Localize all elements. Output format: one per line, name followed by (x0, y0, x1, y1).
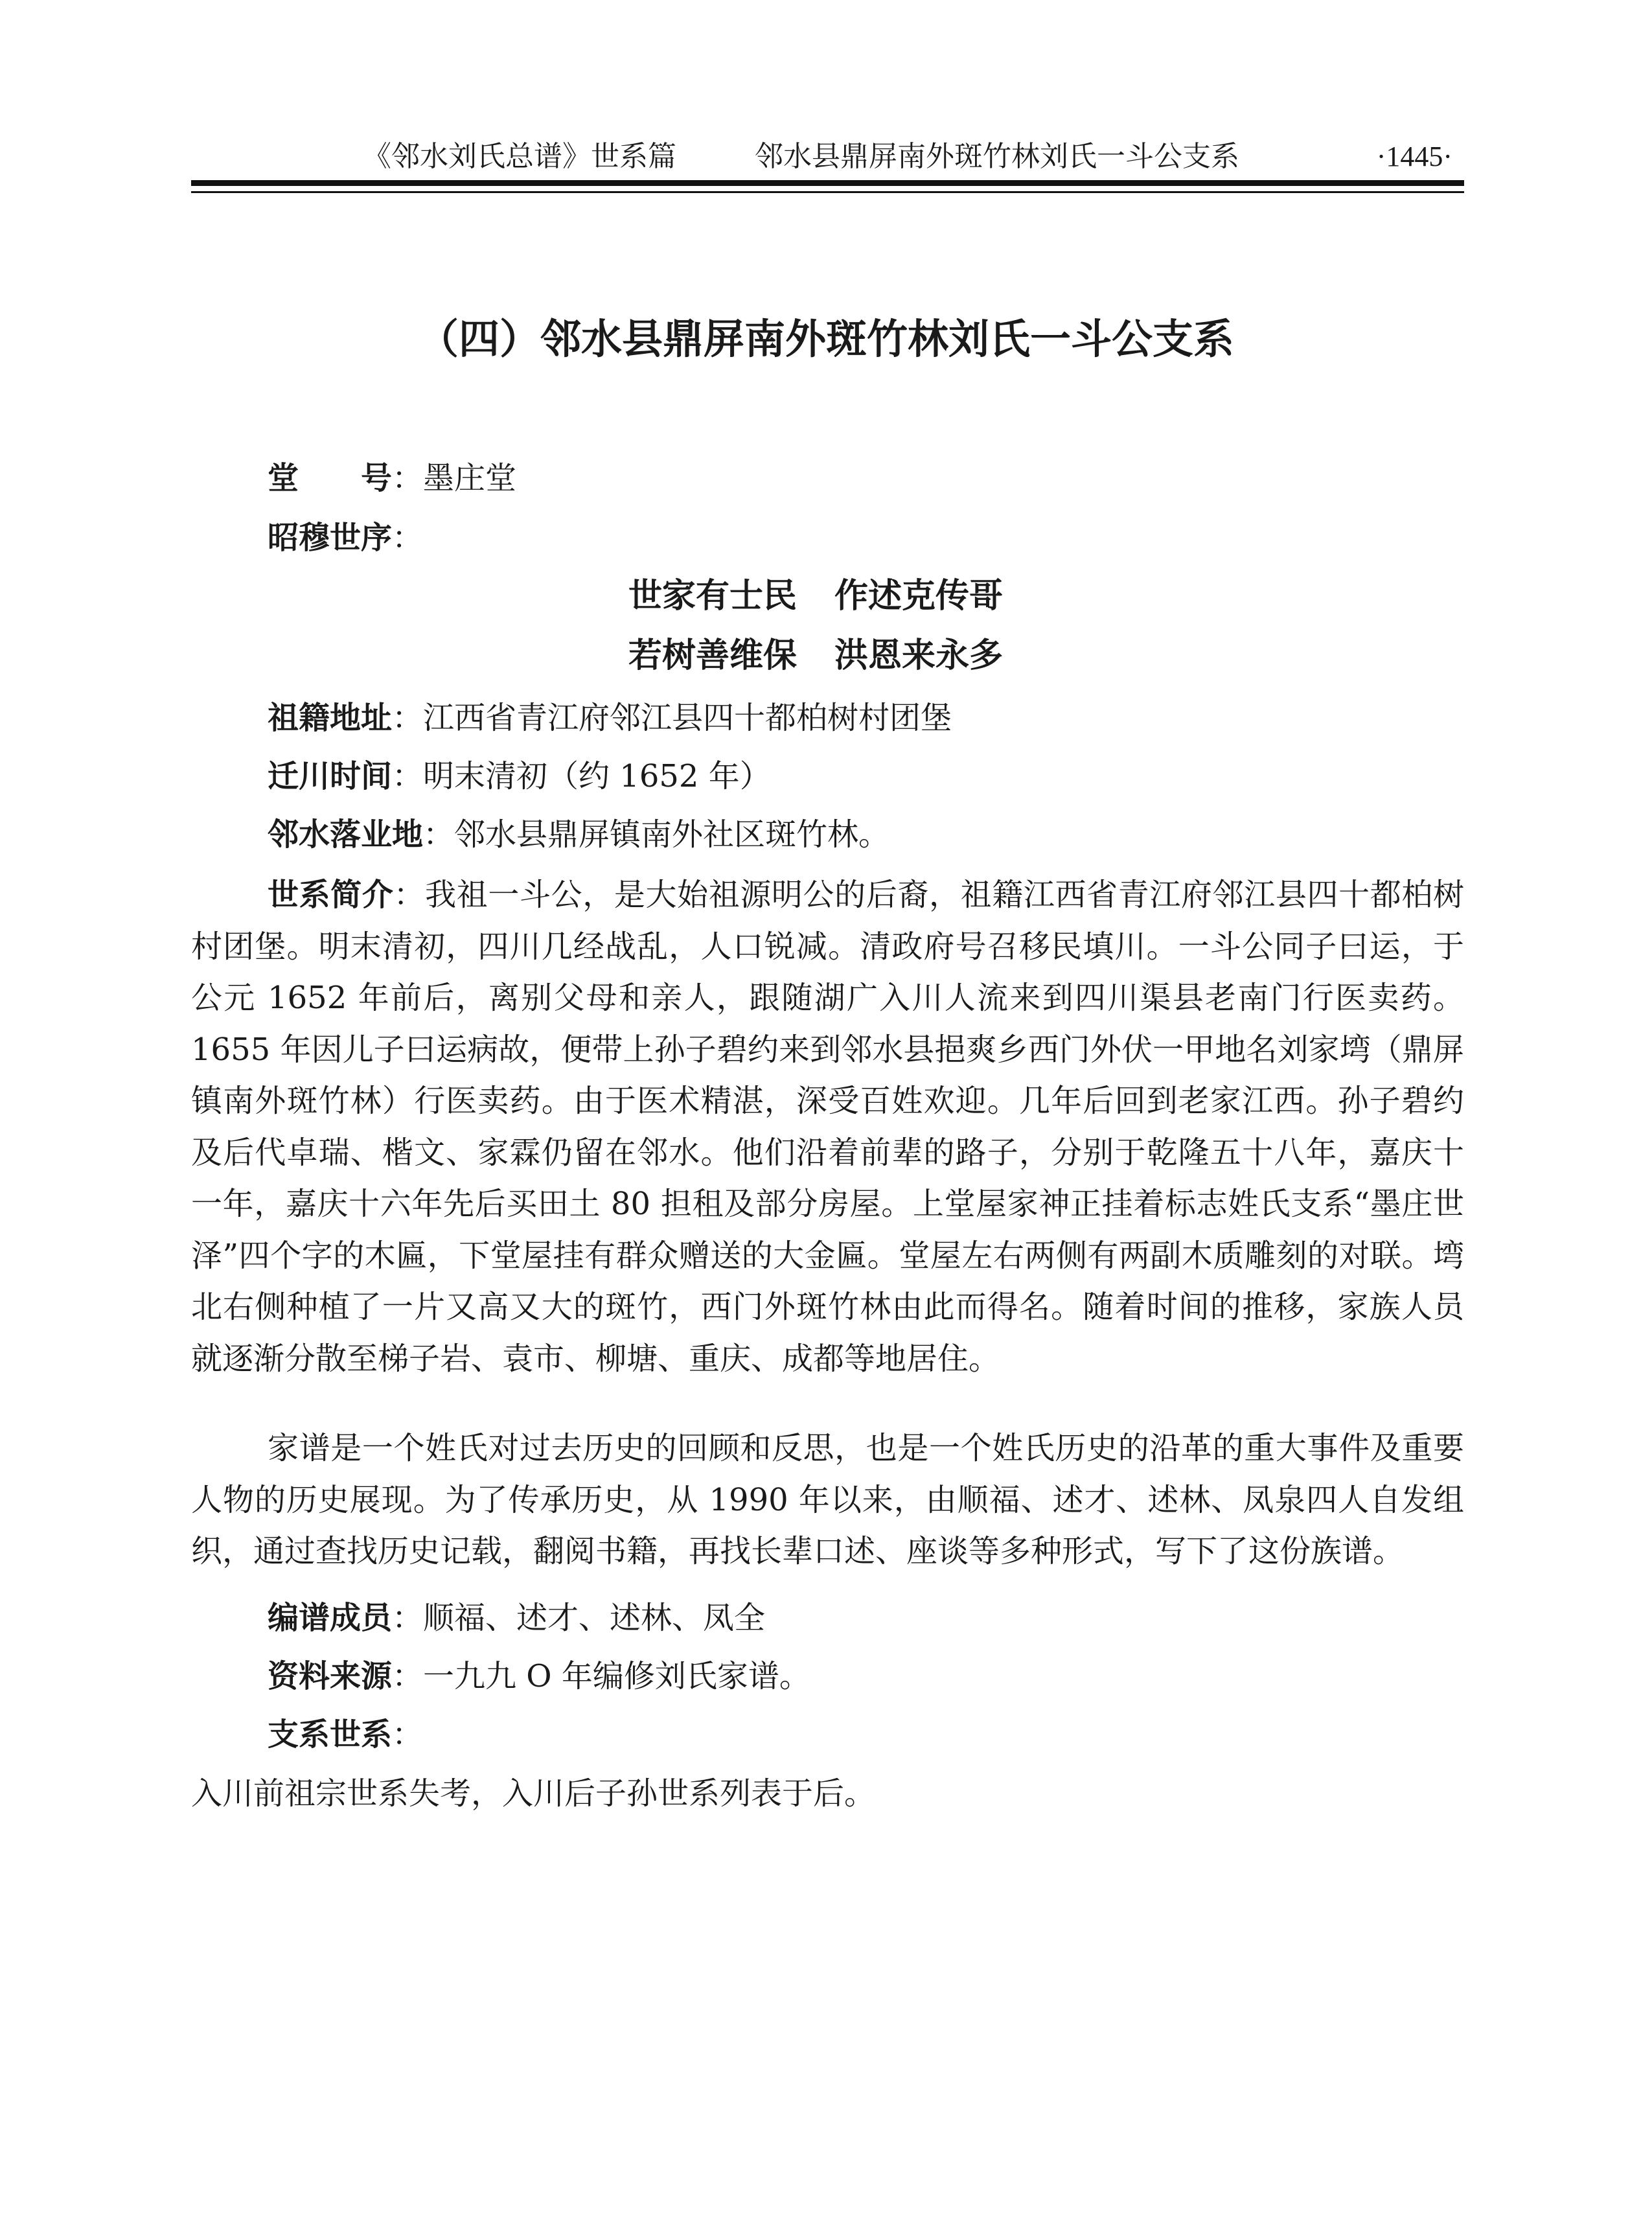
ancestral-home-field: 祖籍地址：江西省青江府邻江县四十都柏树村团堡 (268, 700, 952, 736)
poem-phrase: 洪恩来永多 (834, 636, 1004, 675)
compilers-value: 顺福、述才、述林、凤全 (423, 1600, 766, 1636)
introduction-paragraph: 世系简介：我祖一斗公，是大始祖源明公的后裔，祖籍江西省青江府邻江县四十都柏树村团堡。明末清初，四川几经战乱，人口锐减。清政府号召移民填川。一斗公同子曰运，于公元 1652 年前后，离别父母和亲人，跟随湖广入川人流来到四川渠县老南门行医卖药。1655 年因儿子曰运病故，便带上孙子碧约来到邻水县挹爽乡西门外伏一甲地名刘家塆（鼎屏镇南外斑竹林）行医卖药。由于医术精湛，深受百姓欢迎。几年后回到老家江西。孙子碧约及后代卓瑞、楷文、家霖仍留在邻水。他们沿着前辈的路子，分别于乾隆五十八年，嘉庆十一年，嘉庆十六年先后买田土 80 担租及部分房屋。上堂屋家神正挂着标志姓氏支系“墨庄世泽”四个字的木匾，下堂屋挂有群众赠送的大金匾。堂屋左右两侧有两副木质雕刻的对联。塆北右侧种植了一片又高又大的斑竹，西门外斑竹林由此而得名。随着时间的推移，家族人员就逐渐分散至梯子岩、袁市、柳塘、重庆、成都等地居住。 (191, 877, 1464, 1377)
hall-name-value: 墨庄堂 (423, 460, 517, 496)
introduction-text: 我祖一斗公，是大始祖源明公的后裔，祖籍江西省青江府邻江县四十都柏树村团堡。明末清初，四川几经战乱，人口锐减。清政府号召移民填川。一斗公同子曰运，于公元 1652 年前后，离别父母和亲人，跟随湖广入川人流来到四川渠县老南门行医卖药。1655 年因儿子曰运病故，便带上孙子碧约来到邻水县挹爽乡西门外伏一甲地名刘家塆（鼎屏镇南外斑竹林）行医卖药。由于医术精湛，深受百姓欢迎。几年后回到老家江西。孙子碧约及后代卓瑞、楷文、家霖仍留在邻水。他们沿着前辈的路子，分别于乾隆五十八年，嘉庆十一年，嘉庆十六年先后买田土 80 担租及部分房屋。上堂屋家神正挂着标志姓氏支系“墨庄世泽”四个字的木匾，下堂屋挂有群众赠送的大金匾。堂屋左右两侧有两副木质雕刻的对联。塆北右侧种植了一片又高又大的斑竹，西门外斑竹林由此而得名。随着时间的推移，家族人员就逐渐分散至梯子岩、袁市、柳塘、重庆、成都等地居住。 (191, 877, 1464, 1377)
sources-label: 资料来源 (268, 1658, 393, 1694)
branch-lineage-field: 支系世系： (268, 1716, 424, 1753)
branch-lineage-label: 支系世系 (268, 1716, 393, 1753)
settlement-field: 邻水落业地：邻水县鼎屏镇南外社区斑竹林。 (268, 816, 890, 853)
closing-line: 入川前祖宗世系失考，入川后子孙世系列表于后。 (191, 1775, 876, 1812)
ancestral-home-value: 江西省青江府邻江县四十都柏树村团堡 (423, 700, 952, 736)
migration-time-label: 迁川时间 (268, 758, 393, 794)
header-page-number: ·1445· (1376, 141, 1452, 172)
poem-phrase: 作述克传哥 (834, 577, 1004, 616)
sources-field: 资料来源：一九九 O 年编修刘氏家谱。 (268, 1658, 810, 1694)
settlement-value: 邻水县鼎屏镇南外社区斑竹林。 (454, 816, 890, 853)
introduction-label: 世系简介 (268, 877, 394, 913)
header-book-title: 《邻水刘氏总谱》世系篇 (363, 140, 676, 173)
sources-value: 一九九 O 年编修刘氏家谱。 (423, 1658, 810, 1694)
header-rule-thick (191, 180, 1464, 186)
hall-name-field: 堂 号：墨庄堂 (268, 460, 517, 496)
header-rule-thin (191, 191, 1464, 193)
migration-time-field: 迁川时间：明末清初（约 1652 年） (268, 758, 771, 794)
compilers-label: 编谱成员 (268, 1600, 393, 1636)
migration-time-value: 明末清初（约 1652 年） (423, 758, 771, 794)
generation-poem-line-2 (628, 633, 1003, 678)
header-section-title: 邻水县鼎屏南外斑竹林刘氏一斗公支系 (755, 140, 1239, 173)
hall-name-label: 堂 号 (268, 460, 393, 496)
generation-poem-line-1 (628, 573, 1003, 619)
poem-phrase: 世家有士民 (628, 577, 797, 616)
genealogy-paragraph: 家谱是一个姓氏对过去历史的回顾和反思，也是一个姓氏历史的沿革的重大事件及重要人物的历史展现。为了传承历史，从 1990 年以来，由顺福、述才、述林、凤泉四人自发组织，通过查找历史记载，翻阅书籍，再找长辈口述、座谈等多种形式，写下了这份族谱。 (191, 1430, 1464, 1569)
poem-phrase: 若树善维保 (628, 636, 797, 675)
compilers-field: 编谱成员：顺福、述才、述林、凤全 (268, 1600, 766, 1636)
generation-order-field: 昭穆世序： (268, 520, 424, 556)
generation-order-label: 昭穆世序 (268, 520, 393, 556)
page-title: （四）邻水县鼎屏南外斑竹林刘氏一斗公支系 (418, 315, 1234, 363)
running-header (191, 137, 1464, 176)
ancestral-home-label: 祖籍地址 (268, 700, 393, 736)
settlement-label: 邻水落业地 (268, 816, 424, 853)
